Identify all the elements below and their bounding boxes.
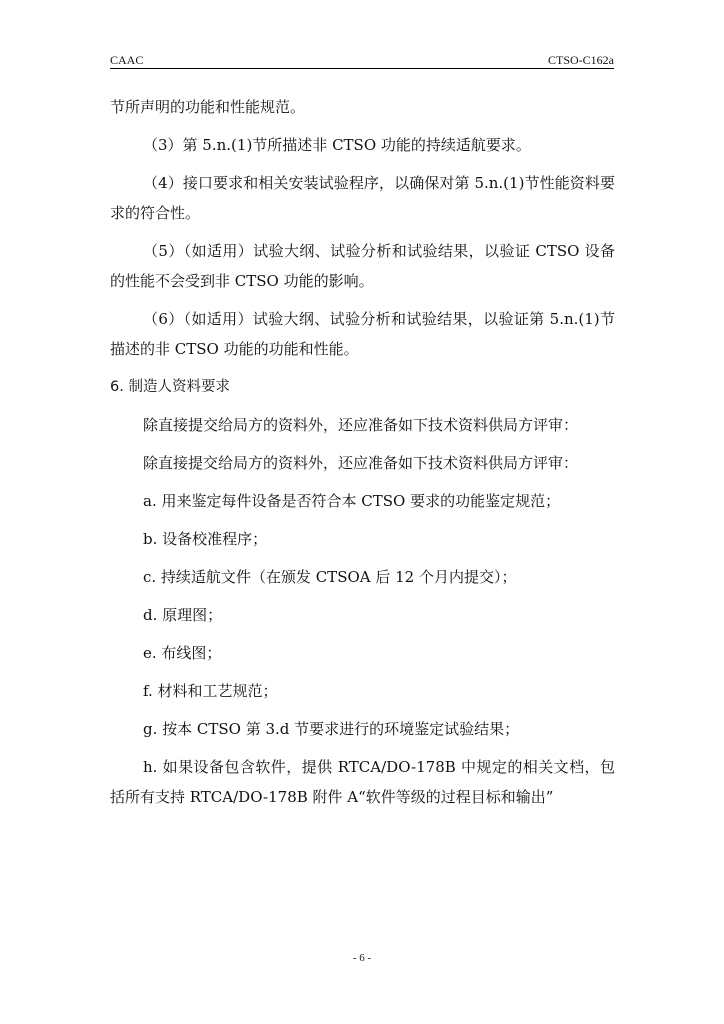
list-item-g: g. 按本 CTSO 第 3.d 节要求进行的环境鉴定试验结果； — [143, 720, 520, 738]
list-item-d: d. 原理图； — [143, 606, 223, 624]
paragraph-continuation: 节所声明的功能和性能规范。 — [110, 98, 306, 116]
paragraph-item-3: （3）第 5.n.(1)节所描述非 CTSO 功能的持续适航要求。 — [143, 136, 531, 154]
section-intro-repeat: 除直接提交给局方的资料外，还应准备如下技术资料供局方评审： — [143, 454, 579, 472]
paragraph-item-6: （6）（如适用）试验大纲、试验分析和试验结果，以验证第 5.n.(1)节描述的非 CTSO 功能的功能和性能。 — [110, 310, 615, 358]
page-number: - 6 - — [352, 952, 372, 964]
paragraph-item-4: （4）接口要求和相关安装试验程序，以确保对第 5.n.(1)节性能资料要求的符合性。 — [110, 174, 615, 222]
list-item-e: e. 布线图； — [143, 644, 222, 662]
list-item-f: f. 材料和工艺规范； — [143, 682, 278, 700]
list-item-a: a. 用来鉴定每件设备是否符合本 CTSO 要求的功能鉴定规范； — [143, 492, 561, 510]
document-body — [110, 92, 615, 812]
list-item-b: b. 设备校准程序； — [143, 530, 268, 548]
header-org: CAAC — [110, 53, 144, 67]
paragraph-item-5: （5）（如适用）试验大纲、试验分析和试验结果，以验证 CTSO 设备的性能不会受到非 CTSO 功能的影响。 — [110, 242, 615, 290]
header-doc-id: CTSO-C162a — [548, 53, 614, 67]
header-divider — [110, 68, 614, 69]
list-item-c: c. 持续适航文件（在颁发 CTSOA 后 12 个月内提交）； — [143, 568, 517, 586]
section-heading: 6. 制造人资料要求 — [110, 379, 230, 395]
list-item-h: h. 如果设备包含软件，提供 RTCA/DO-178B 中规定的相关文档，包括所有支持 RTCA/DO-178B 附件 A“软件等级的过程目标和输出” — [110, 758, 615, 806]
section-intro: 除直接提交给局方的资料外，还应准备如下技术资料供局方评审： — [143, 416, 579, 434]
